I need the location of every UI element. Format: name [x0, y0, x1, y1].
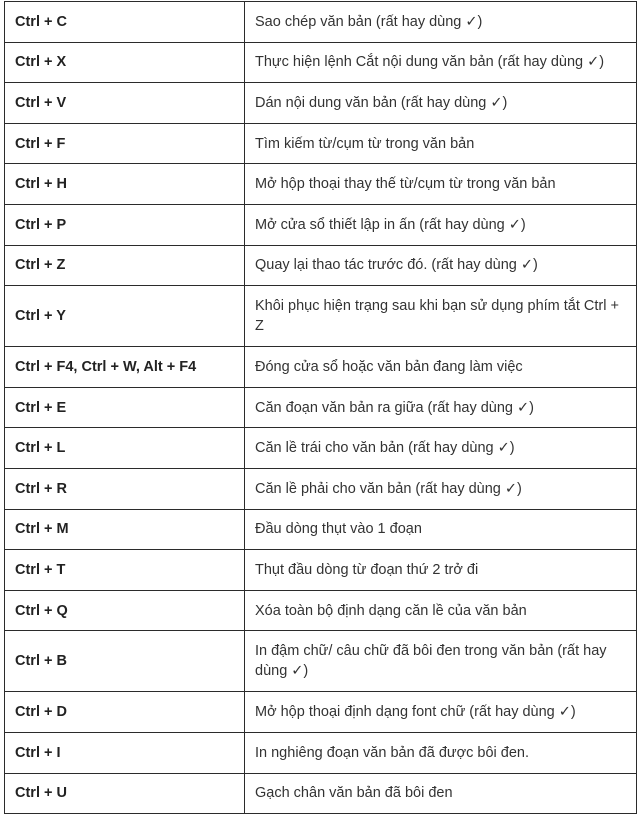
- shortcut-description: Mở hộp thoại thay thế từ/cụm từ trong văn bản: [245, 164, 637, 205]
- shortcut-description: Đóng cửa sổ hoặc văn bản đang làm việc: [245, 347, 637, 388]
- table-row: [5, 164, 637, 205]
- shortcut-key: Ctrl + Q: [5, 590, 245, 631]
- shortcut-description: Căn lề phải cho văn bản (rất hay dùng ✓): [245, 468, 637, 509]
- shortcut-description: Mở hộp thoại định dạng font chữ (rất hay dùng ✓): [245, 692, 637, 733]
- shortcut-description: In nghiêng đoạn văn bản đã được bôi đen.: [245, 732, 637, 773]
- shortcut-key: Ctrl + R: [5, 468, 245, 509]
- shortcut-description: Sao chép văn bản (rất hay dùng ✓): [245, 2, 637, 43]
- shortcut-description: Xóa toàn bộ định dạng căn lề của văn bản: [245, 590, 637, 631]
- shortcut-description: Căn đoạn văn bản ra giữa (rất hay dùng ✓): [245, 387, 637, 428]
- table-row: [5, 245, 637, 286]
- shortcut-description: In đậm chữ/ câu chữ đã bôi đen trong văn bản (rất hay dùng ✓): [245, 631, 637, 692]
- table-row: [5, 286, 637, 347]
- table-row: [5, 83, 637, 124]
- shortcut-description: Tìm kiếm từ/cụm từ trong văn bản: [245, 123, 637, 164]
- shortcut-description: Mở cửa sổ thiết lập in ấn (rất hay dùng ✓): [245, 204, 637, 245]
- shortcut-key: Ctrl + X: [5, 42, 245, 83]
- shortcut-key: Ctrl + E: [5, 387, 245, 428]
- shortcut-key: Ctrl + D: [5, 692, 245, 733]
- shortcut-key: Ctrl + B: [5, 631, 245, 692]
- shortcut-description: Dán nội dung văn bản (rất hay dùng ✓): [245, 83, 637, 124]
- shortcut-description: Quay lại thao tác trước đó. (rất hay dùng ✓): [245, 245, 637, 286]
- table-row: [5, 550, 637, 591]
- table-row: [5, 773, 637, 814]
- shortcut-key: Ctrl + T: [5, 550, 245, 591]
- table-row: [5, 692, 637, 733]
- shortcut-key: Ctrl + H: [5, 164, 245, 205]
- shortcut-key: Ctrl + V: [5, 83, 245, 124]
- shortcut-key: Ctrl + M: [5, 509, 245, 550]
- table-row: [5, 123, 637, 164]
- table-row: [5, 509, 637, 550]
- shortcut-description: Khôi phục hiện trạng sau khi bạn sử dụng phím tắt Ctrl + Z: [245, 286, 637, 347]
- shortcut-key: Ctrl + P: [5, 204, 245, 245]
- shortcut-key: Ctrl + Y: [5, 286, 245, 347]
- table-row: [5, 428, 637, 469]
- shortcut-description: Thực hiện lệnh Cắt nội dung văn bản (rất hay dùng ✓): [245, 42, 637, 83]
- table-row: [5, 204, 637, 245]
- table-row: [5, 347, 637, 388]
- shortcut-key: Ctrl + F: [5, 123, 245, 164]
- table-row: [5, 42, 637, 83]
- table-row: [5, 631, 637, 692]
- shortcut-key: Ctrl + C: [5, 2, 245, 43]
- shortcut-table-body: [5, 2, 637, 814]
- table-row: [5, 2, 637, 43]
- shortcut-key: Ctrl + F4, Ctrl + W, Alt + F4: [5, 347, 245, 388]
- shortcut-key: Ctrl + L: [5, 428, 245, 469]
- shortcut-description: Gạch chân văn bản đã bôi đen: [245, 773, 637, 814]
- shortcut-key: Ctrl + U: [5, 773, 245, 814]
- table-row: [5, 590, 637, 631]
- table-row: [5, 387, 637, 428]
- shortcut-key: Ctrl + Z: [5, 245, 245, 286]
- shortcut-description: Căn lề trái cho văn bản (rất hay dùng ✓): [245, 428, 637, 469]
- shortcut-table: [4, 1, 637, 814]
- table-row: [5, 732, 637, 773]
- table-row: [5, 468, 637, 509]
- shortcut-description: Thụt đầu dòng từ đoạn thứ 2 trở đi: [245, 550, 637, 591]
- shortcut-key: Ctrl + I: [5, 732, 245, 773]
- shortcut-description: Đầu dòng thụt vào 1 đoạn: [245, 509, 637, 550]
